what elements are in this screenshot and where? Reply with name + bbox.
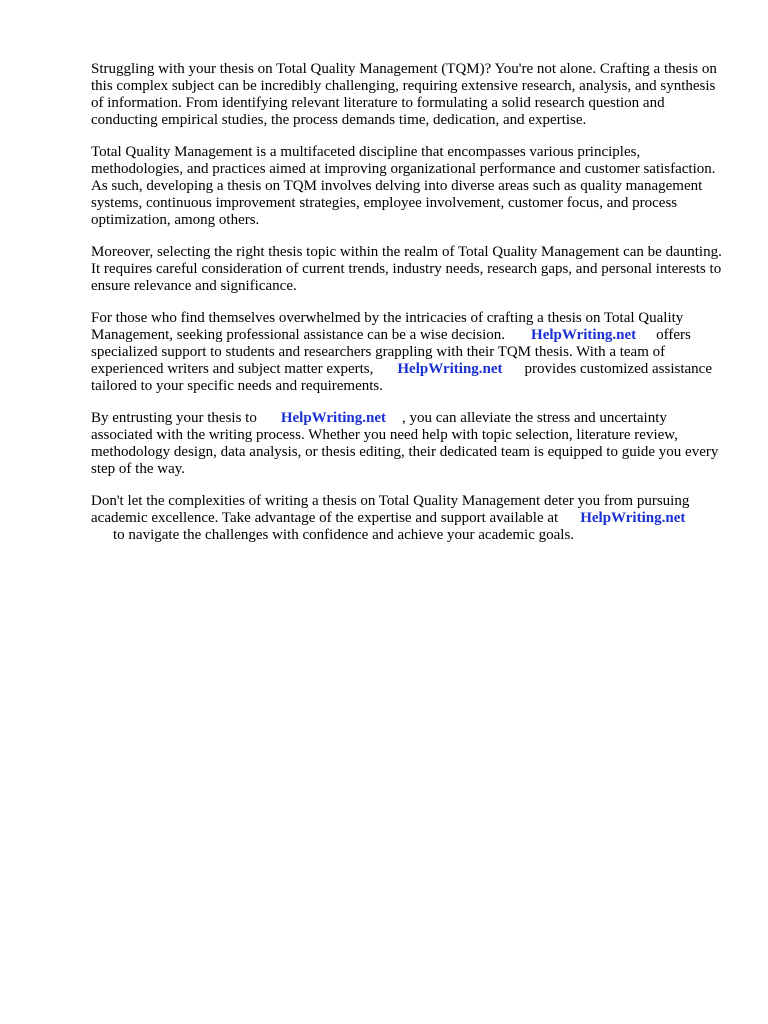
paragraph-definition [91,144,731,229]
paragraph-assistance [91,310,731,395]
paragraph-entrusting [91,410,731,478]
paragraph-closing-text-b: to navigate the challenges with confidence and achieve your academic goals. [113,527,575,543]
paragraph-closing [91,493,731,544]
paragraph-assistance-text-c: provides customized assistance tailored to your specific needs and requirements. [91,361,712,394]
paragraph-entrusting-text-b: , you can alleviate the stress and uncertainty associated with the writing process. Whether you need help with topic selection, literature review, methodology design, data analysis, or thesis editing, their dedicated team is equipped to guide you every step of the way. [91,410,719,477]
paragraph-closing-text-a: Don't let the complexities of writing a thesis on Total Quality Management deter you from pursuing academic excellence. Take advantage of the expertise and support available at [91,493,690,526]
paragraph-topic-selection-text: Moreover, selecting the right thesis topic within the realm of Total Quality Management can be daunting. It requires careful consideration of current trends, industry needs, research gaps, and personal interests to ensure relevance and significance. [91,244,722,294]
paragraph-topic-selection [91,244,731,295]
helpwriting-link-1[interactable]: HelpWriting.net [531,327,637,343]
helpwriting-link-4[interactable]: HelpWriting.net [580,510,686,526]
document-body [91,61,731,559]
paragraph-entrusting-text-a: By entrusting your thesis to [91,410,257,426]
paragraph-assistance-text-a: For those who find themselves overwhelmed by the intricacies of crafting a thesis on Total Quality Management, seeking professional assistance can be a wise decision. [91,310,684,343]
helpwriting-link-2[interactable]: HelpWriting.net [397,361,503,377]
paragraph-intro-text: Struggling with your thesis on Total Quality Management (TQM)? You're not alone. Crafting a thesis on this complex subject can be incredibly challenging, requiring extensive research, analysis, and synthesis of information. From identifying relevant literature to formulating a solid research question and conducting empirical studies, the process demands time, dedication, and expertise. [91,61,717,128]
paragraph-definition-text: Total Quality Management is a multifaceted discipline that encompasses various principles, methodologies, and practices aimed at improving organizational performance and customer satisfaction. As such, developing a thesis on TQM involves delving into diverse areas such as quality management systems, continuous improvement strategies, employee involvement, customer focus, and process optimization, among others. [91,144,716,228]
helpwriting-link-3[interactable]: HelpWriting.net [280,410,386,426]
paragraph-intro [91,61,731,129]
paragraph-assistance-text-b: offers specialized support to students and researchers grappling with their TQM thesis. With a team of experienced writers and subject matter experts, [91,327,691,377]
